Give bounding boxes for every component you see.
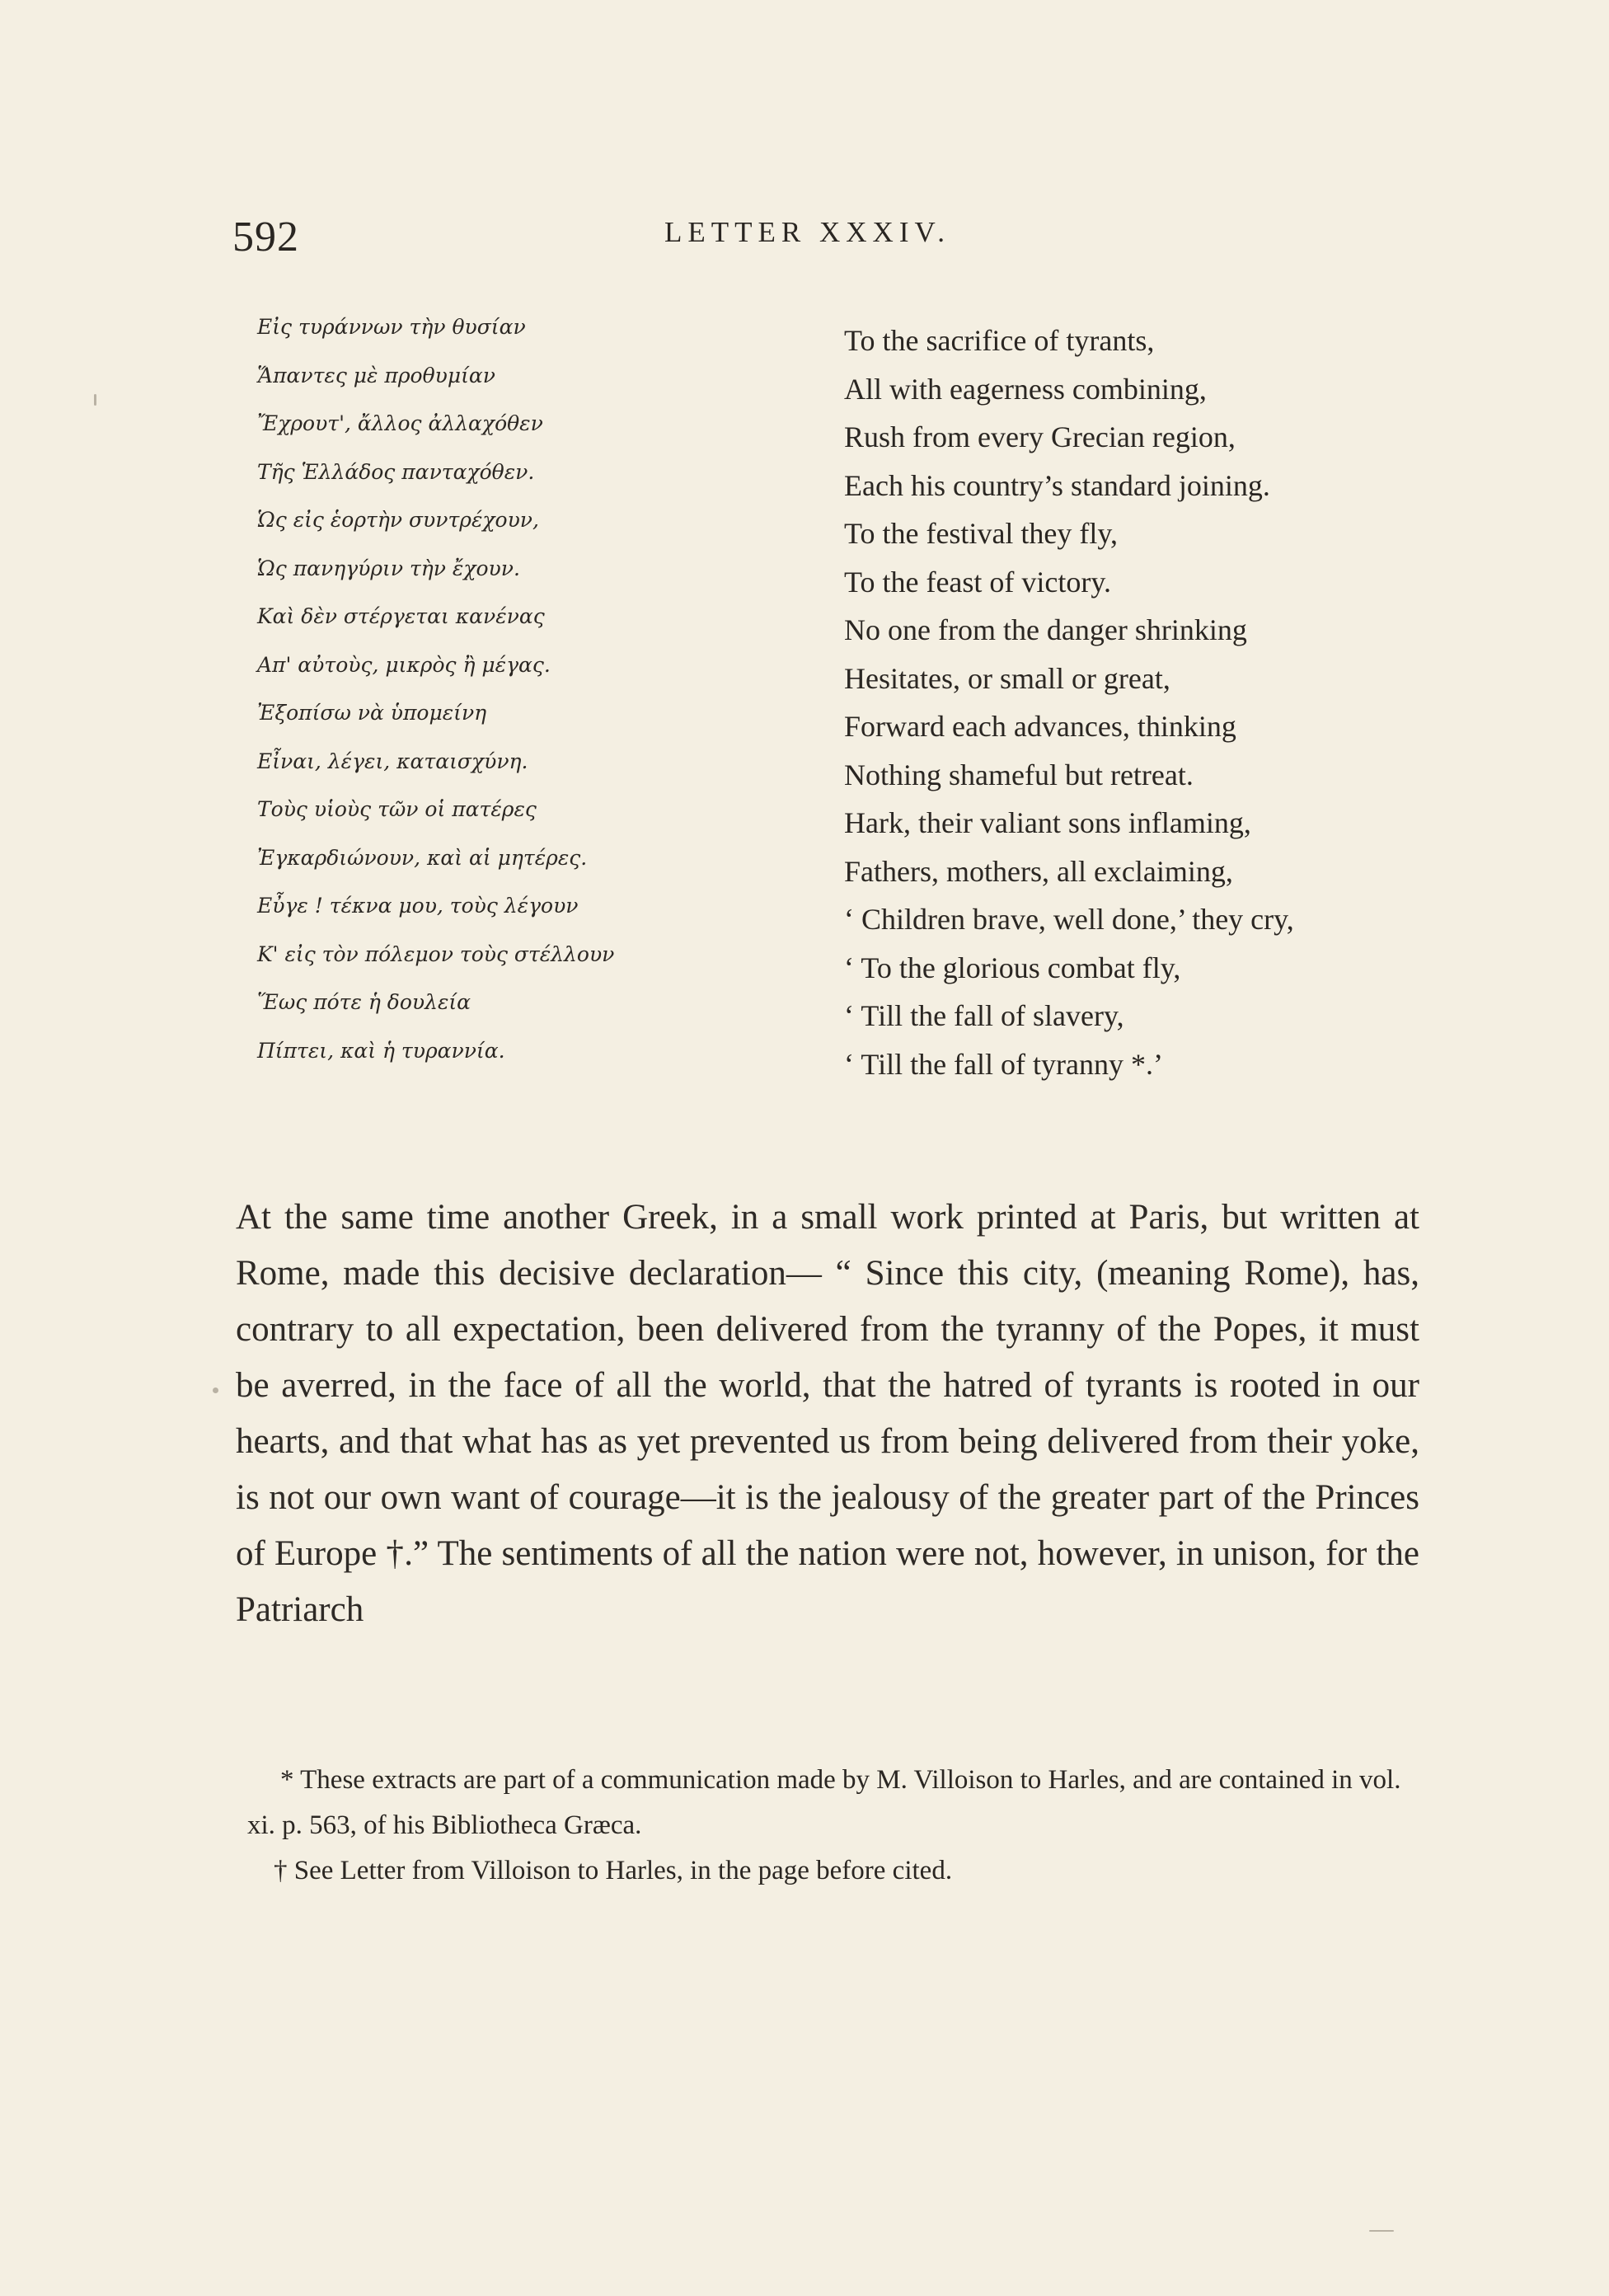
- greek-line: Απ' αὐτοὺς, μικρὸς ἢ μέγας.: [257, 652, 551, 677]
- greek-line: Τῆς Ἑλλάδος πανταχόθεν.: [257, 459, 535, 484]
- english-line: Fathers, mothers, all exclaiming,: [844, 854, 1233, 888]
- english-line: All with eagerness combining,: [844, 372, 1207, 406]
- english-line: Forward each advances, thinking: [844, 710, 1236, 743]
- english-line: To the festival they fly,: [844, 517, 1119, 550]
- greek-poem: [257, 303, 719, 1075]
- paper-speck: [213, 1387, 218, 1393]
- greek-line: Καὶ δὲν στέργεται κανένας: [257, 604, 545, 628]
- greek-line: Εἶναι, λέγει, καταισχύνη.: [257, 749, 528, 773]
- greek-line: Ἔχρουτ', ἄλλος ἀλλαχόθεν: [257, 411, 543, 435]
- footnote-villoison-extracts: * These extracts are part of a communication made by M. Villoison to Harles, and are contained in vol. xi. p. 563, of his Bibliotheca Græca.: [247, 1765, 1401, 1840]
- english-line: No one from the danger shrinking: [844, 613, 1247, 646]
- greek-line: Εἰς τυράννων τὴν θυσίαν: [257, 315, 526, 339]
- body-paragraph: [236, 1190, 1419, 1638]
- greek-line: Εὖγε ! τέκνα μου, τοὺς λέγουν: [257, 894, 579, 918]
- footnotes: [247, 1758, 1418, 1894]
- english-line: ‘ To the glorious combat fly,: [844, 951, 1181, 984]
- english-line: ‘ Till the fall of tyranny *.’: [844, 1047, 1163, 1081]
- greek-line: Ἐξοπίσω νὰ ὑπομείνη: [257, 701, 487, 725]
- greek-line: Ἕως πότε ἡ δουλεία: [257, 990, 471, 1014]
- english-line: To the feast of victory.: [844, 565, 1112, 599]
- english-line: ‘ Till the fall of slavery,: [844, 999, 1124, 1032]
- greek-line: Ὡς εἰς ἑορτὴν συντρέχουν,: [257, 508, 539, 532]
- english-line: ‘ Children brave, well done,’ they cry,: [844, 903, 1294, 936]
- paper-speck: [94, 394, 96, 406]
- greek-line: Ἅπαντες μὲ προθυμίαν: [257, 363, 495, 387]
- english-translation: [844, 317, 1438, 1088]
- greek-line: Τοὺς υἱοὺς τῶν οἱ πατέρες: [257, 797, 537, 821]
- greek-line: Ὡς πανηγύριν τὴν ἔχουν.: [257, 556, 520, 580]
- footnote-letter-reference: † See Letter from Villoison to Harles, in the page before cited.: [274, 1856, 953, 1885]
- english-line: Nothing shameful but retreat.: [844, 758, 1194, 791]
- english-line: Hesitates, or small or great,: [844, 661, 1170, 695]
- running-head: LETTER XXXIV.: [664, 216, 950, 248]
- english-line: Each his country’s standard joining.: [844, 468, 1270, 502]
- greek-line: Ἐγκαρδιώνουν, καὶ αἱ μητέρες.: [257, 845, 588, 870]
- english-line: Hark, their valiant sons inflaming,: [844, 806, 1251, 839]
- body-paragraph-text: At the same time another Greek, in a small work printed at Paris, but written at Rome, made this decisive declaration— “ Since this city, (meaning Rome), has, contrary to all expectation, been delivered from the tyranny of the Popes, it must be averred, in the face of all the world, that the hatred of tyrants is rooted in our hearts, and that what has as yet prevented us from being delivered from their yoke, is not our own want of courage—it is the jealousy of the greater part of the Princes of Europe †.” The sentiments of all the nation were not, however, in unison, for the Patriarch: [236, 1198, 1419, 1629]
- english-line: To the sacrifice of tyrants,: [844, 324, 1155, 357]
- english-line: Rush from every Grecian region,: [844, 420, 1236, 453]
- greek-line: Κ' εἰς τὸν πόλεμον τοὺς στέλλουν: [257, 941, 615, 966]
- paper-speck: [1369, 2230, 1394, 2232]
- page-number: 592: [232, 214, 299, 261]
- greek-line: Πίπτει, καὶ ἡ τυραννία.: [257, 1038, 505, 1063]
